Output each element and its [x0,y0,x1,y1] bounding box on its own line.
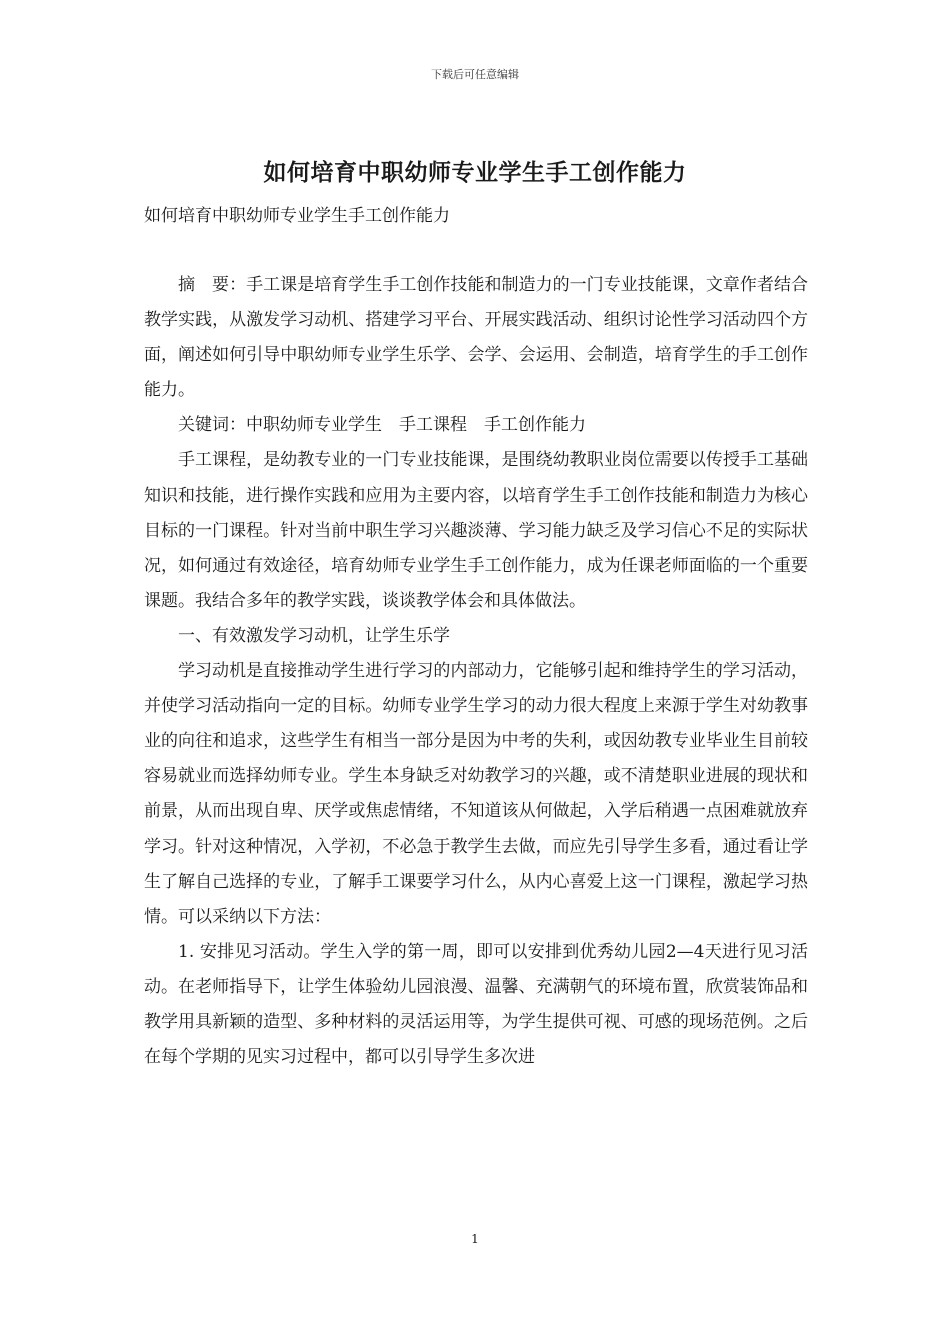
document-title: 如何培育中职幼师专业学生手工创作能力 [263,159,687,186]
keywords-paragraph: 关键词：中职幼师专业学生 手工课程 手工创作能力 [178,415,586,436]
page-number: 1 [471,1232,479,1246]
intro-paragraph: 手工课程，是幼教专业的一门专业技能课，是围绕幼教职业岗位需要以传授手工基础知识和技能，进行操作实践和应用为主要内容，以培育学生手工创作技能和制造力为核心目标的一门课程。针对当前中职生学习兴趣淡薄、学习能力缺乏及学习信心不足的实际状况，如何通过有效途径，培育幼师专业学生手工创作能力，成为任课老师面临的一个重要课题。我结合多年的教学实践，谈谈教学体会和具体做法。 [144,450,808,611]
header-note: 下载后可任意编辑 [431,68,519,81]
abstract-paragraph: 摘 要：手工课是培育学生手工创作技能和制造力的一门专业技能课，文章作者结合教学实践，从激发学习动机、搭建学习平台、开展实践活动、组织讨论性学习活动四个方面，阐述如何引导中职幼师专业学生乐学、会学、会运用、会制造，培育学生的手工创作能力。 [144,275,808,401]
body-paragraph: 1. 安排见习活动。学生入学的第一周，即可以安排到优秀幼儿园2—4天进行见习活动。在老师指导下，让学生体验幼儿园浪漫、温馨、充满朝气的环境布置，欣赏装饰品和教学用具新颖的造型、多种材料的灵活运用等，为学生提供可视、可感的现场范例。之后在每个学期的见实习过程中，都可以引导学生多次进 [144,941,808,1068]
body-paragraph: 学习动机是直接推动学生进行学习的内部动力，它能够引起和维持学生的学习活动，并使学习活动指向一定的目标。幼师专业学生学习的动力很大程度上来源于学生对幼教事业的向往和追求，这些学生有相当一部分是因为中考的失利，或因幼教专业毕业生目前较容易就业而选择幼师专业。学生本身缺乏对幼教学习的兴趣，或不清楚职业进展的现状和前景，从而出现自卑、厌学或焦虑情绪，不知道该从何做起，入学后稍遇一点困难就放弃学习。针对这种情况，入学初，不必急于教学生去做，而应先引导学生多看，通过看让学生了解自己选择的专业，了解手工课要学习什么，从内心喜爱上这一门课程，激起学习热情。可以采纳以下方法： [144,661,808,927]
document-body [144,268,808,1075]
document-subtitle: 如何培育中职幼师专业学生手工创作能力 [144,206,450,226]
section-heading: 一、有效激发学习动机，让学生乐学 [178,625,450,646]
